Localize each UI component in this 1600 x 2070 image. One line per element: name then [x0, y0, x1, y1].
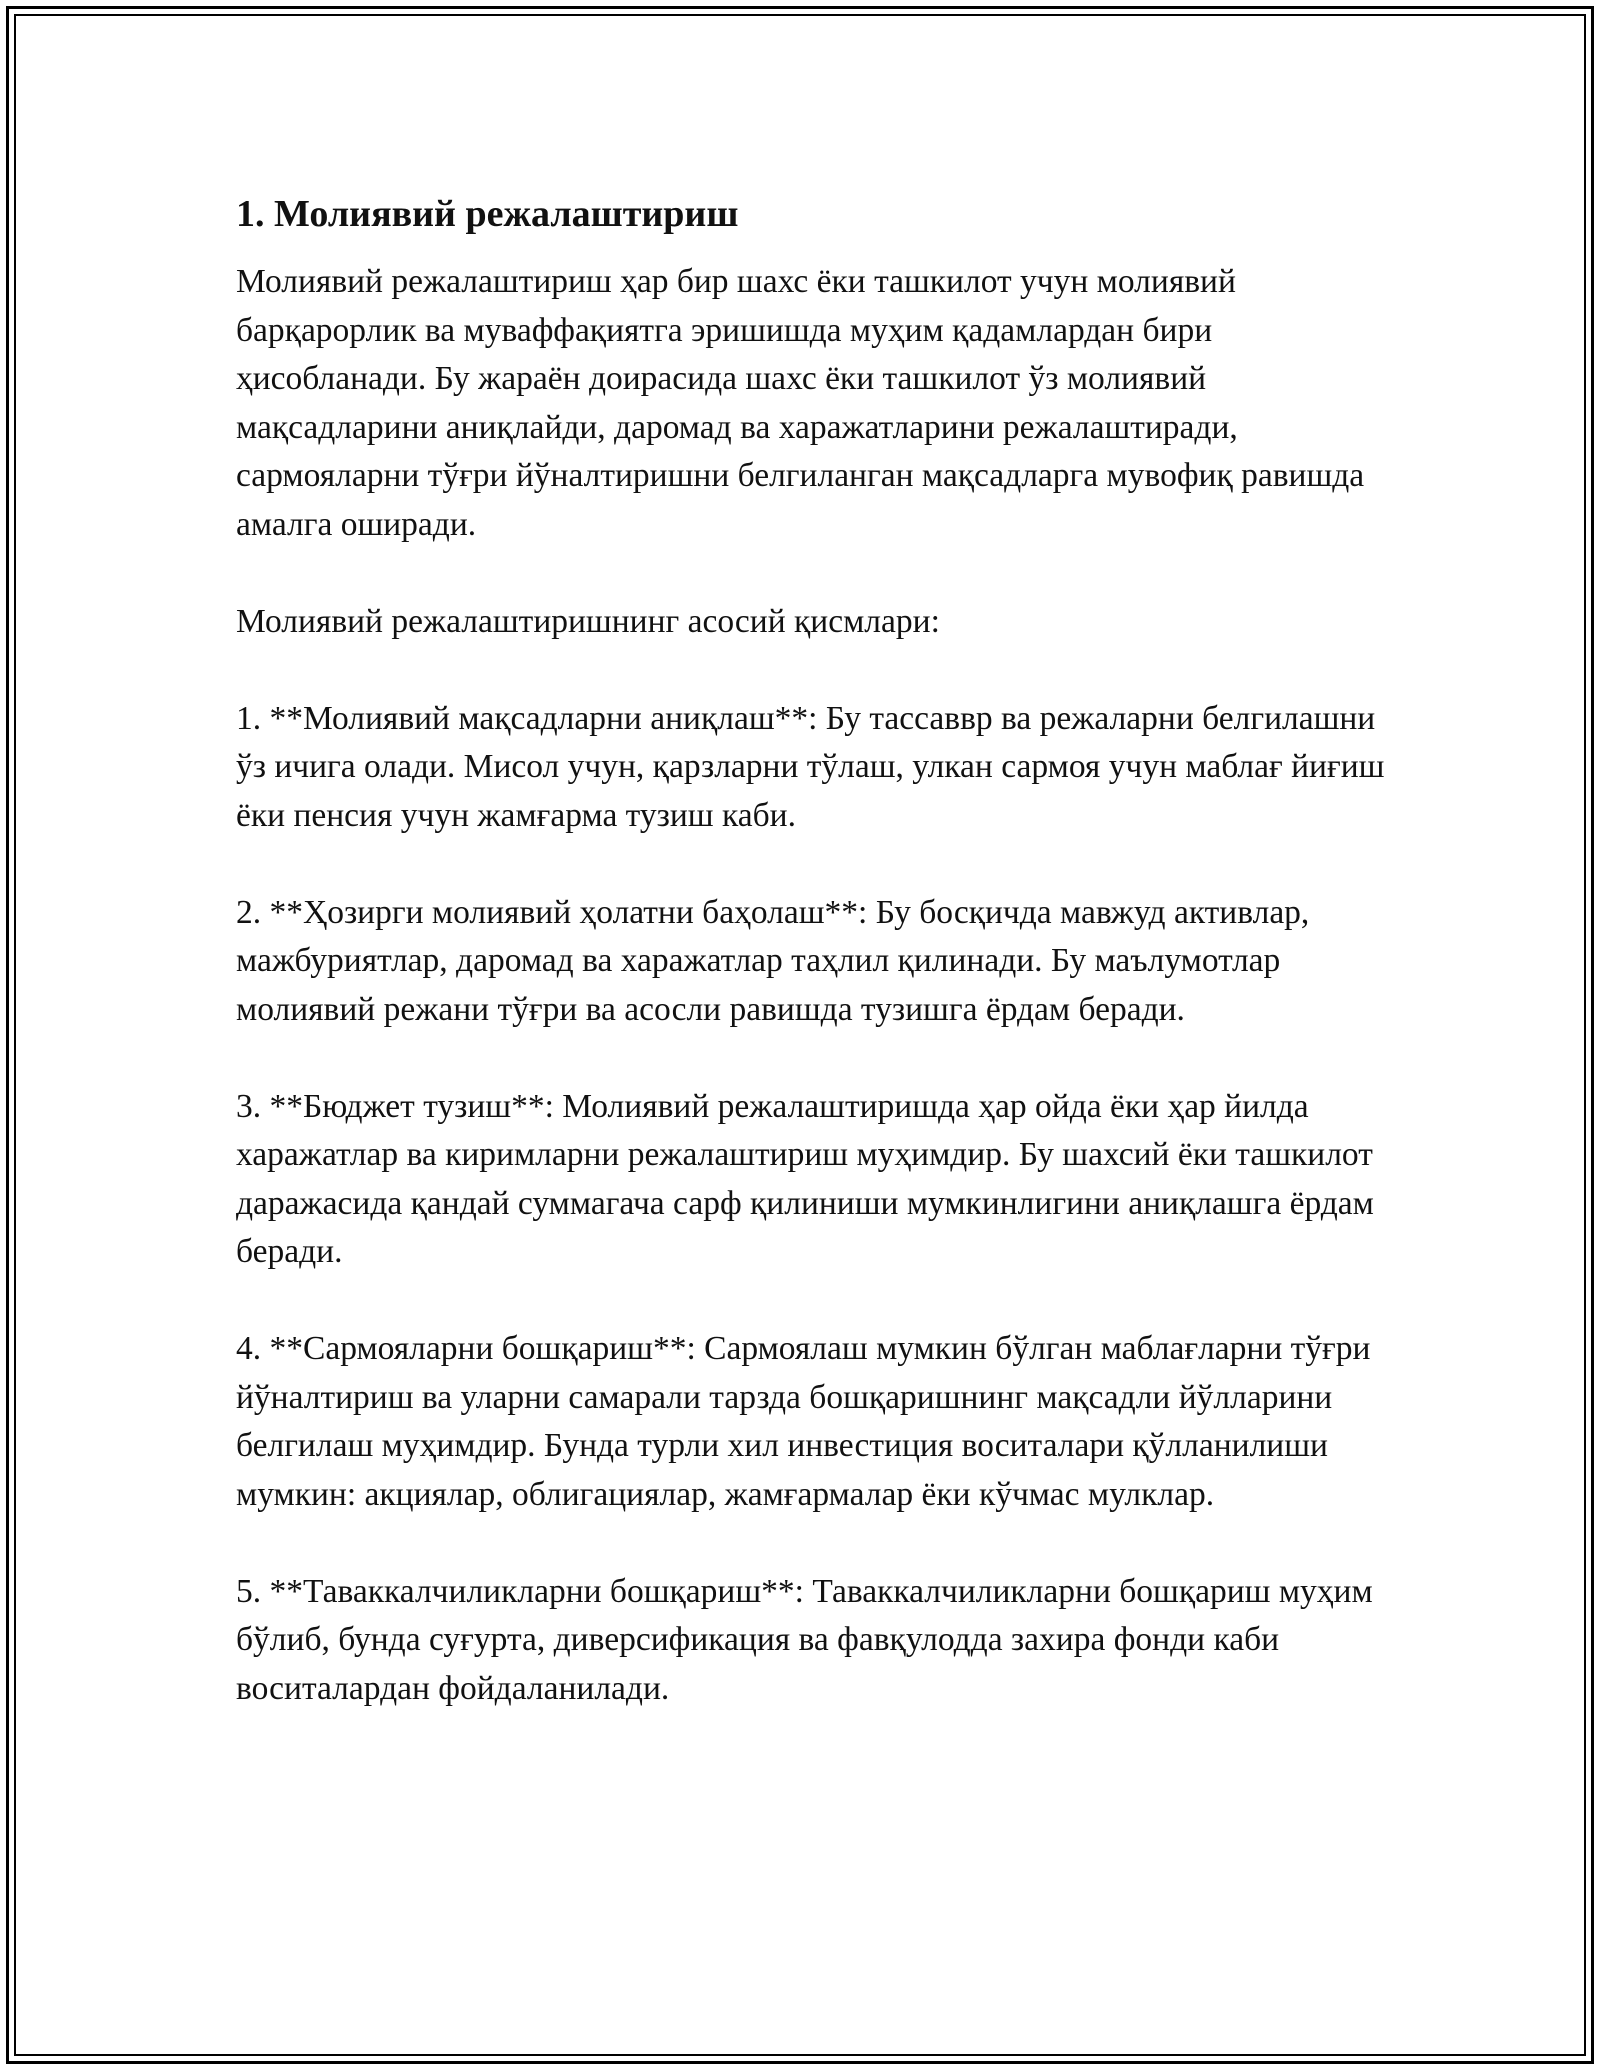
document-title: 1. Молиявий режалаштириш: [236, 193, 739, 235]
section-heading-paragraph: Молиявий режалаштиришнинг асосий қисмлари:: [236, 602, 940, 640]
list-item-5-paragraph: 5. **Таваккалчиликларни бошқариш**: Таваккалчиликларни бошқариш муҳим бўлиб, бунда суғурта, диверсификация ва фавқулодда захира фонди каби воситалардан фойдаланилади.: [236, 1572, 1373, 1707]
document-body: [236, 188, 1386, 1713]
intro-paragraph: Молиявий режалаштириш ҳар бир шахс ёки ташкилот учун молиявий барқарорлик ва муваффақиятга эришишда муҳим қадамлардан бири ҳисобланади. Бу жараён доирасида шахс ёки ташкилот ўз молиявий мақсадларини аниқлайди, даромад ва харажатларини режалаштиради, сармояларни тўғри йўналтиришни белгиланган мақсадларга мувофиқ равишда амалга оширади.: [236, 263, 1365, 543]
list-item-3-paragraph: 3. **Бюджет тузиш**: Молиявий режалаштиришда ҳар ойда ёки ҳар йилда харажатлар ва киримларни режалаштириш муҳимдир. Бу шахсий ёки ташкилот даражасида қандай суммагача сарф қилиниши мумкинлигини аниқлашга ёрдам беради.: [236, 1087, 1374, 1270]
list-item-1-paragraph: 1. **Молиявий мақсадларни аниқлаш**: Бу тассаввр ва режаларни белгилашни ўз ичига олади. Мисол учун, қарзларни тўлаш, улкан сармоя учун маблағ йиғиш ёки пенсия учун жамғарма тузиш каби.: [236, 699, 1385, 834]
list-item-4-paragraph: 4. **Сармояларни бошқариш**: Сармоялаш мумкин бўлган маблағларни тўғри йўналтириш ва уларни самарали тарзда бошқаришнинг мақсадли йўлларини белгилаш муҳимдир. Бунда турли хил инвестиция воситалари қўлланилиши мумкин: акциялар, облигациялар, жамғармалар ёки кўчмас мулклар.: [236, 1330, 1371, 1513]
list-item-2-paragraph: 2. **Ҳозирги молиявий ҳолатни баҳолаш**: Бу босқичда мавжуд активлар, мажбуриятлар, даромад ва харажатлар таҳлил қилинади. Бу маълумотлар молиявий режани тўғри ва асосли равишда тузишга ёрдам беради.: [236, 893, 1310, 1028]
